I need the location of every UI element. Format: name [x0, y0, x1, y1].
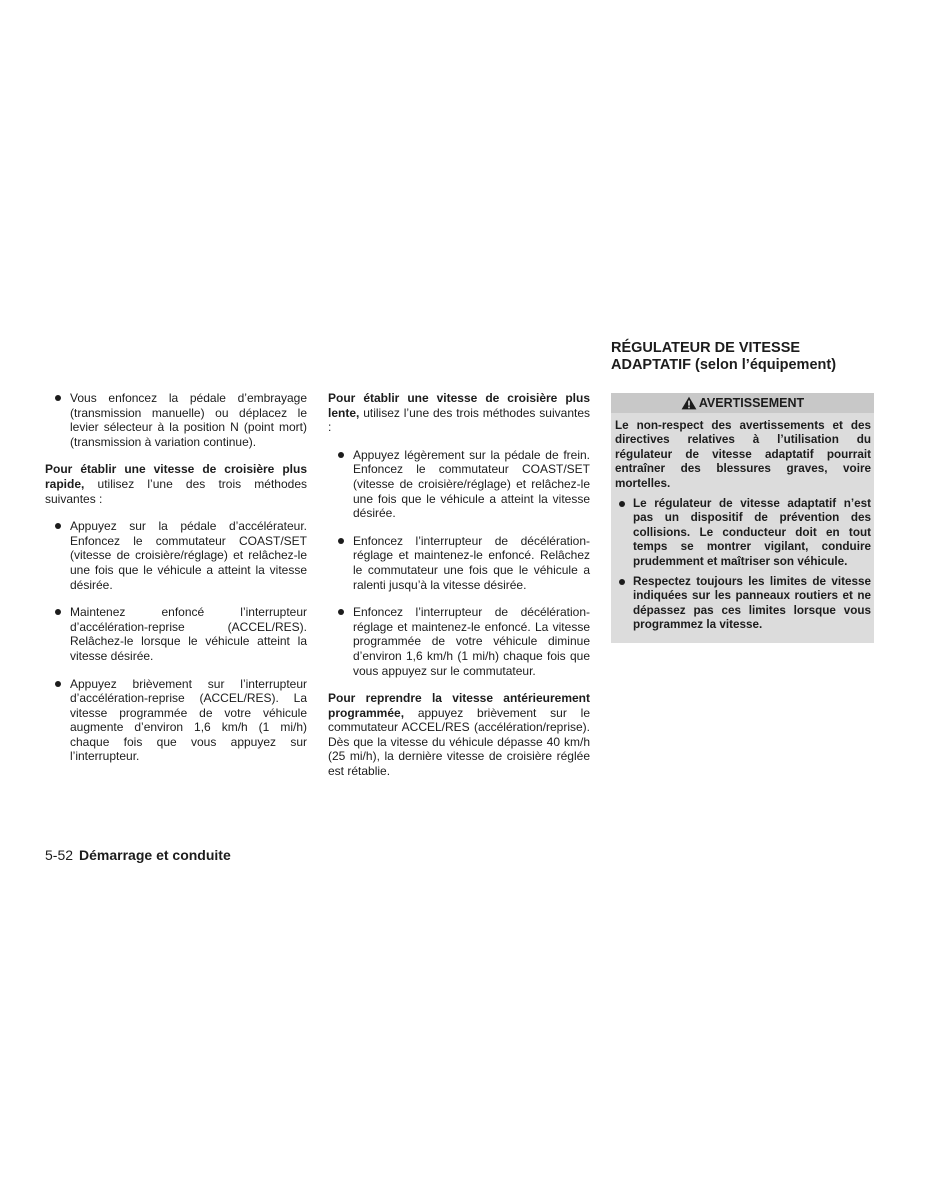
paragraph-lead: Pour établir une vitesse de croisière plus rapide, — [45, 462, 307, 491]
paragraph-slower-speed — [328, 391, 590, 435]
chapter-title: Démarrage et conduite — [79, 847, 231, 863]
page-footer — [45, 847, 231, 863]
list-item-text: Enfoncez l’interrupteur de décélération-réglage et maintenez-le enfoncé. La vitesse programmée de votre véhicule diminue d’environ 1,6 km/h (1 mi/h) chaque fois que vous appuyez sur le commutateur. — [353, 605, 590, 678]
bullet-icon — [338, 452, 344, 458]
bullet-icon — [619, 501, 625, 507]
section-title — [611, 340, 874, 373]
page-number: 5-52 — [45, 847, 74, 863]
list-item-text: Enfoncez l’interrupteur de décélération-réglage et maintenez-le enfoncé. Relâchez le commutateur une fois que le véhicule a ralenti jusqu’à la vitesse désirée. — [353, 533, 590, 592]
warning-intro: Le non-respect des avertissements et des directives relatives à l’utilisation du régulateur de vitesse adaptatif pourrait entraîner des blessures graves, voire mortelles. — [615, 419, 871, 490]
list-item-text: Appuyez sur la pédale d’accélérateur. Enfoncez le commutateur COAST/SET (vitesse de croisière/réglage) et relâchez-le une fois que le véhicule a atteint la vitesse désirée. — [70, 519, 307, 592]
bullet-icon — [55, 523, 61, 529]
bullet-icon — [55, 681, 61, 687]
bullet-icon — [619, 579, 625, 585]
paragraph-lead: Pour reprendre la vitesse antérieurement programmée, — [328, 691, 590, 720]
paragraph-text: utilisez l’une des trois méthodes suivantes : — [45, 476, 307, 506]
list-item — [45, 519, 307, 592]
list-item-text: Maintenez enfoncé l’interrupteur d’accélération-reprise (ACCEL/RES). Relâchez-le lorsque le véhicule atteint la vitesse désirée. — [70, 605, 307, 663]
list-item — [45, 605, 307, 663]
column-middle — [328, 391, 590, 792]
list-item — [328, 605, 590, 678]
warning-header — [611, 393, 874, 413]
column-left — [45, 391, 307, 777]
bullet-icon — [338, 538, 344, 544]
list-item-text: Appuyez légèrement sur la pédale de frein. Enfoncez le commutateur COAST/SET (vitesse de croisière/réglage) et relâchez-le une fois que le véhicule a atteint la vitesse désirée. — [353, 447, 590, 521]
bullet-icon — [55, 609, 61, 615]
section-title-line: RÉGULATEUR DE VITESSE — [611, 340, 801, 356]
paragraph-text: appuyez brièvement sur le commutateur ACCEL/RES (accélération/reprise). Dès que la vitesse du véhicule dépasse 40 km/h (25 mi/h), la dernière vitesse de croisière réglée est rétablie. — [328, 705, 590, 779]
paragraph-faster-speed — [45, 462, 307, 506]
warning-body — [615, 413, 871, 633]
paragraph-text: utilisez l’une des trois méthodes suivantes : — [328, 405, 590, 435]
paragraph-lead: Pour établir une vitesse de croisière plus lente, — [328, 391, 590, 420]
list-item-text: Respectez toujours les limites de vitesse indiquées sur les panneaux routiers et ne dépassez pas ces limites lorsque vous programmez la vitesse. — [633, 575, 871, 632]
list-item — [45, 677, 307, 765]
list-item — [615, 497, 871, 569]
list-item-text: Le régulateur de vitesse adaptatif n’est pas un dispositif de prévention des collisions. Le conducteur doit en tout temps se montrer vigilant, conduire prudemment et maîtriser son véhicule. — [633, 497, 871, 568]
warning-heading: AVERTISSEMENT — [698, 395, 805, 410]
warning-box — [611, 393, 874, 643]
list-item — [328, 448, 590, 521]
list-item — [328, 534, 590, 592]
bullet-icon — [55, 395, 61, 401]
bullet-icon — [338, 609, 344, 615]
list-item-text: Appuyez brièvement sur l’interrupteur d’accélération-reprise (ACCEL/RES). La vitesse programmée de votre véhicule augmente d’environ 1,6 km/h (1 mi/h) chaque fois que vous appuyez sur l’interrupteur. — [70, 676, 307, 764]
list-item — [615, 575, 871, 633]
list-item-text: Vous enfoncez la pédale d’embrayage (transmission manuelle) ou déplacez le levier sélecteur à la position N (point mort) (transmission à variation continue). — [70, 391, 307, 449]
column-right — [611, 340, 874, 643]
warning-triangle-icon — [681, 396, 697, 410]
list-item — [45, 391, 307, 449]
section-title-line: ADAPTATIF (selon l’équipement) — [611, 356, 837, 373]
paragraph-resume-speed — [328, 691, 590, 779]
